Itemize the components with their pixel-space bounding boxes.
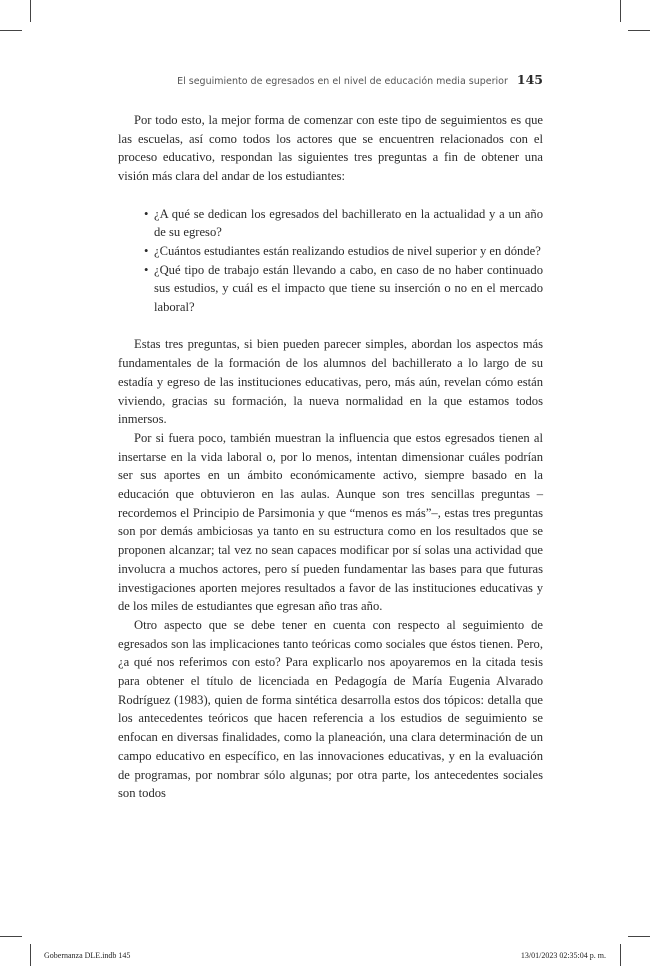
list-item	[118, 242, 543, 261]
question-list	[118, 205, 543, 317]
crop-mark	[30, 0, 31, 22]
paragraph: Otro aspecto que se debe tener en cuenta con respecto al seguimiento de egresados son las implicaciones tanto teóricas como sociales que éstos tienen. Pero, ¿a qué nos referimos con esto? Para explicarlo nos apoyaremos en la citada tesis para obtener el título de licenciada en Pedagogía de María Eugenia Alvarado Rodríguez (1983), quien de forma sintética desarrolla estos dos tópicos: detalla que los antecedentes teóricos que hacen referencia a los estudios de seguimiento se enfocan en diversas finalidades, como la planeación, una clara determinación de un campo educativo en específico, en las innovaciones educativas, y en la evaluación de programas, por nombrar sólo algunas; por otra parte, los antecedentes sociales son todos	[118, 617, 543, 801]
crop-mark	[628, 30, 650, 31]
paragraph: Estas tres preguntas, si bien pueden parecer simples, abordan los aspectos más fundamentales de la formación de los alumnos del bachillerato a lo largo de su estadía y egreso de las instituciones educativas, pero, más aún, revelan cómo están viviendo, gracias su formación, la nueva normalidad en la que estamos todos inmersos.	[118, 337, 543, 427]
body-text	[118, 111, 543, 803]
question-text: ¿Qué tipo de trabajo están llevando a cabo, en caso de no haber continuado sus estudios, y cuál es el impacto que tiene su inserción o no en el mercado laboral?	[154, 262, 543, 315]
crop-mark	[620, 944, 621, 966]
bullet-mark: •	[144, 262, 149, 277]
page-number: 145	[516, 72, 543, 87]
list-item	[118, 205, 543, 242]
crop-mark	[30, 944, 31, 966]
crop-mark	[628, 936, 650, 937]
list-item	[118, 261, 543, 317]
paragraph: Por si fuera poco, también muestran la influencia que estos egresados tienen al insertarse en la vida laboral o, por lo menos, intentan dimensionar cuáles podrían ser sus aportes en un ámbito económicamente activo, siempre basado en la educación que obtuvieron en las aulas. Aunque son tres sencillas preguntas –recordemos el Principio de Parsimonia y que “menos es más”–, estas tres preguntas son por demás ambiciosas ya tanto en su estructura como en los resultados que se proponen alcanzar; tal vez no sean capaces modificar por sí solas una actividad que involucra a muchos actores, pero sí pueden fundamentar las bases para que futuras investigaciones aporten mejores resultados a favor de las instituciones educativas y de los miles de estudiantes que egresan año tras año.	[118, 430, 543, 614]
crop-mark	[0, 30, 22, 31]
crop-mark	[0, 936, 22, 937]
question-text: ¿A qué se dedican los egresados del bachillerato en la actualidad y a un año de su egreso?	[154, 206, 543, 240]
footer-timestamp: 13/01/2023 02:35:04 p. m.	[520, 951, 606, 960]
question-text: ¿Cuántos estudiantes están realizando estudios de nivel superior y en dónde?	[154, 243, 541, 258]
running-title: El seguimiento de egresados en el nivel de educación media superior	[177, 76, 508, 87]
running-header	[118, 72, 543, 90]
paragraph-intro: Por todo esto, la mejor forma de comenzar con este tipo de seguimientos es que las escuelas, así como todos los actores que se encuentren relacionados con el proceso educativo, respondan las siguientes tres preguntas a fin de obtener una visión más clara del andar de los estudiantes:	[118, 113, 543, 184]
crop-mark	[620, 0, 621, 22]
bullet-mark: •	[144, 243, 149, 258]
bullet-mark: •	[144, 206, 149, 221]
footer-file-name: Gobernanza DLE.indb 145	[44, 951, 131, 960]
